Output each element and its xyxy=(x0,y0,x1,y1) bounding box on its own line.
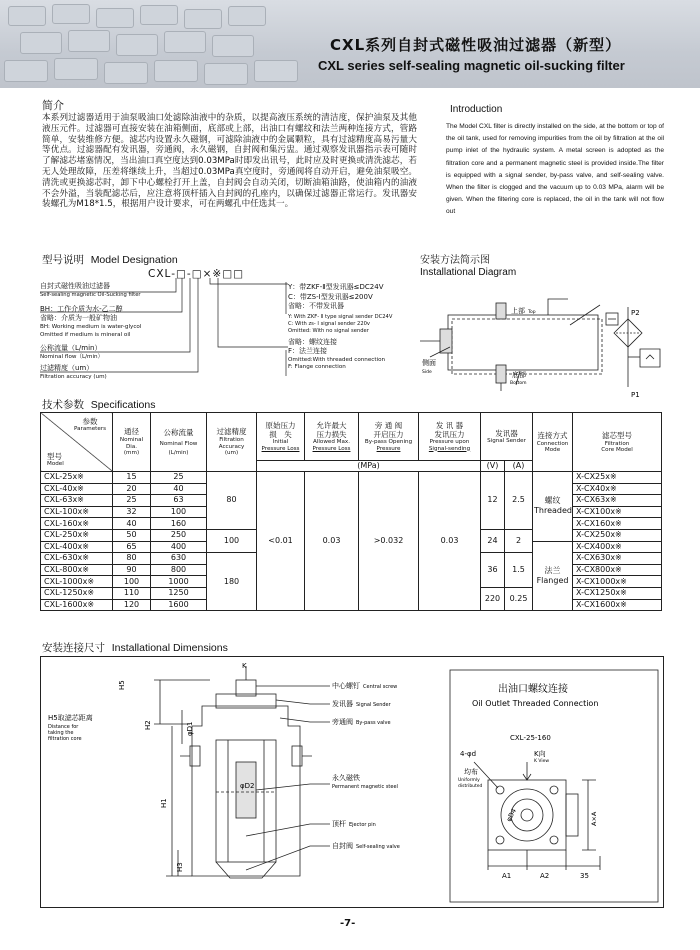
label-magnet-cn: 永久磁铁 xyxy=(332,774,360,782)
model-heading: 型号说明 Model Designation xyxy=(42,254,178,266)
outlet-uniform-cn: 均布 xyxy=(464,768,478,776)
table-cell: 2.5 xyxy=(505,472,533,530)
outlet-a1: A1 xyxy=(502,872,512,880)
label-ejector: 顶杆 Ejector pin xyxy=(332,820,376,828)
table-cell: X-CX160x※ xyxy=(573,518,662,530)
table-cell: X-CX63x※ xyxy=(573,495,662,507)
table-cell: 90 xyxy=(113,564,151,576)
table-cell: 1600 xyxy=(151,599,207,611)
th-dia: 通径 Nominal Dia. (mm) xyxy=(113,413,151,472)
table-cell: 0.03 xyxy=(419,472,481,611)
th-allowed-loss: 允许最大 压力损失 Allowed Max. Pressure Loss xyxy=(305,413,359,461)
table-cell: <0.01 xyxy=(257,472,305,611)
table-cell: 40 xyxy=(113,518,151,530)
outlet-holes: 4-φd xyxy=(460,750,477,758)
legend-flow-cn: 公称流量（L/min） xyxy=(40,344,102,352)
intro-text-en: The Model CXL filter is directly installed on the side, at the bottom or top of the oil tank, used for removing impurities from the oil by filtration at the oil pump inlet of the hydraulic system. A metal screen is adopted as the filtration core and a permanent magnetic steel is provided inside.The filter is equipped with a signal sender, by-pass valve, and self-sealing valve. When the filter is clogged and the vacuum up to 0.03 MPa, alarm will be given. When the filtering core is replaced, the oil in the tank will not flow out xyxy=(446,123,664,216)
dim-h5-note-cn: H5取滤芯距离 xyxy=(48,714,93,722)
legend-omit-cn: 省略：介质为一般矿物油 xyxy=(40,314,117,322)
dim-h3: H3 xyxy=(176,862,184,872)
connection-threaded: 螺纹 Threaded xyxy=(533,472,573,542)
table-cell: X-CX25x※ xyxy=(573,472,662,484)
table-cell: 2 xyxy=(505,529,533,552)
install-heading-en: Installational Diagram xyxy=(420,267,517,278)
table-cell: X-CX100x※ xyxy=(573,506,662,518)
install-p1: P1 xyxy=(631,391,640,399)
table-cell: 80 xyxy=(207,472,257,530)
install-top-en: Top xyxy=(528,310,536,315)
table-cell: 110 xyxy=(113,587,151,599)
dim-d1: φD1 xyxy=(186,721,194,736)
table-cell: 25 xyxy=(113,495,151,507)
table-cell: 24 xyxy=(481,529,505,552)
table-cell: CXL-160x※ xyxy=(41,518,113,530)
table-cell: 180 xyxy=(207,553,257,611)
intro-heading-en: Introduction xyxy=(450,104,503,115)
intro-text-cn: 本系列过滤器适用于油泵吸油口处滤除油液中的杂质，以提高液压系统的清洁度，保护油泵及其他液压元件。过滤器可直接安装在油箱侧面，底部或上部，出油口有螺纹和法兰两种连接方式，管路简单，安装维修方便。滤芯内设置永久磁钢，可滤除油液中的金属颗粒，具有过滤精度高易污量大等优点。过滤器配有发讯器，旁通阀，永久磁钢，自封阀和集污盅。通过观察发讯器指示表可随时了解滤芯堵塞情况，当出油口真空度达到0.03MPa时即发出讯号，此时应及时更换或清洗滤芯，若无人处理故障，压差将继续上升，当超过0.03MPa真空度时，旁通阀将自动开启，避免油泵吸空。清洗或更换滤芯时，卸下中心螺栓打开上盖，自封阀会自动关闭，切断油箱油路，使油箱内的油液不会外溢，当装配滤芯后，应注意将顶杆插入自封阀的孔座内，以确保过滤器正常运行。发讯器安装螺孔为M18*1.5，根据用户设计要求，可在两螺孔中任选其一。 xyxy=(42,113,417,210)
table-cell: CXL-250x※ xyxy=(41,529,113,541)
legend-accuracy-cn: 过滤精度（um） xyxy=(40,364,94,372)
outlet-title-en: Oil Outlet Threaded Connection xyxy=(472,699,599,708)
table-cell: 63 xyxy=(151,495,207,507)
th-mpa: (MPa) xyxy=(257,461,481,472)
legend-filter-cn: 自封式磁性吸油过滤器 xyxy=(40,282,110,290)
table-cell: X-CX400x※ xyxy=(573,541,662,553)
table-cell: X-CX1600x※ xyxy=(573,599,662,611)
table-cell: 160 xyxy=(151,518,207,530)
install-heading-cn: 安装方法简示图 xyxy=(420,255,490,266)
outlet-35: 35 xyxy=(580,872,589,880)
intro-heading-cn: 简介 xyxy=(42,99,64,112)
table-cell: CXL-100x※ xyxy=(41,506,113,518)
th-core: 滤芯型号 Filtration Core Model xyxy=(573,413,662,472)
table-cell: X-CX1000x※ xyxy=(573,576,662,588)
th-initial-loss: 原始压力 损 失 Initial Pressure Loss xyxy=(257,413,305,461)
legend-nosender-cn: 省略：不带发讯器 xyxy=(288,302,344,310)
table-cell: CXL-25x※ xyxy=(41,472,113,484)
table-cell: 100 xyxy=(207,529,257,552)
model-code: CXL-□-□×※□□ xyxy=(148,268,245,280)
table-cell: 32 xyxy=(113,506,151,518)
table-cell: 20 xyxy=(113,483,151,495)
table-cell: 800 xyxy=(151,564,207,576)
install-heading xyxy=(420,255,516,279)
table-cell: X-CX1250x※ xyxy=(573,587,662,599)
th-amp: (A) xyxy=(505,461,533,472)
install-side-cn: 侧面 xyxy=(422,359,436,367)
outlet-uniform-en1: Uniformly xyxy=(458,778,480,783)
label-screw: 中心螺钉 Central screw xyxy=(332,682,398,690)
install-bottom-cn: 底部 xyxy=(512,371,526,379)
table-cell: 15 xyxy=(113,472,151,484)
th-model: 参数 Parameters 型号 Model xyxy=(41,413,113,472)
label-bypass: 旁通阀 By-pass valve xyxy=(332,718,391,726)
dim-h5-note-en2: taking the xyxy=(48,730,74,736)
table-cell: 400 xyxy=(151,541,207,553)
table-cell: CXL-1600x※ xyxy=(41,599,113,611)
table-cell: CXL-40x※ xyxy=(41,483,113,495)
legend-flange-cn: F：法兰连接 xyxy=(288,347,328,355)
table-cell: 36 xyxy=(481,553,505,588)
legend-bh-en: BH: Working medium is water-glycol xyxy=(40,324,142,330)
th-signal-sender: 发讯器 Signal Sender xyxy=(481,413,533,461)
install-p2: P2 xyxy=(631,309,640,317)
table-cell: X-CX630x※ xyxy=(573,553,662,565)
table-cell: CXL-1000x※ xyxy=(41,576,113,588)
table-cell: X-CX250x※ xyxy=(573,529,662,541)
dim-h5-note-en3: filtration core xyxy=(48,736,82,742)
legend-thread-en: Omitted:With threaded connection xyxy=(288,356,386,363)
legend-flow-en: Nominal flow（L/min） xyxy=(40,354,104,360)
legend-bh-cn: BH：工作介质为水-乙二醇 xyxy=(40,305,123,313)
table-cell: 630 xyxy=(151,553,207,565)
table-cell: 1.5 xyxy=(505,553,533,588)
th-flow: 公称流量 Nominal Flow (L/min) xyxy=(151,413,207,472)
table-cell: 12 xyxy=(481,472,505,530)
table-cell: 1000 xyxy=(151,576,207,588)
dim-d2: φD2 xyxy=(240,782,255,790)
table-cell: 80 xyxy=(113,553,151,565)
th-bypass: 旁 通 阀 开启压力 By-pass Opening Pressure xyxy=(359,413,419,461)
table-cell: 1250 xyxy=(151,587,207,599)
table-cell: 0.25 xyxy=(505,587,533,610)
spec-table xyxy=(40,412,662,611)
dimension-drawing xyxy=(40,656,664,908)
legend-flange-en: F: Flange connection xyxy=(288,363,346,370)
outlet-uniform-en2: distributed xyxy=(458,784,483,789)
table-cell: 100 xyxy=(113,576,151,588)
spec-heading: 技术参数 Specifications xyxy=(42,399,156,411)
connection-flanged: 法兰 Flanged xyxy=(533,541,573,611)
legend-nosender-en: Omitted: With no signal sender xyxy=(288,327,369,334)
table-cell: X-CX800x※ xyxy=(573,564,662,576)
th-signal-pressure: 发 讯 器 发讯压力 Pressure upon Signal-sending xyxy=(419,413,481,461)
table-cell: CXL-1250x※ xyxy=(41,587,113,599)
spec-table-body xyxy=(41,472,662,611)
outlet-kview-cn: K向 xyxy=(534,750,546,758)
dim-h5: H5 xyxy=(118,680,126,690)
outlet-title-cn: 出油口螺纹连接 xyxy=(498,684,568,695)
model-designation-lines xyxy=(40,272,420,392)
outlet-model: CXL-25-160 xyxy=(510,734,551,742)
legend-c-cn: C：带ZS-Ⅰ型发讯器≤200V xyxy=(288,292,373,301)
installation-diagram xyxy=(420,285,670,400)
legend-y-cn: Y：带ZKF-Ⅱ型发讯器≤DC24V xyxy=(288,283,384,291)
dims-heading: 安装连接尺寸 Installational Dimensions xyxy=(42,642,228,654)
dim-h2: H2 xyxy=(144,720,152,730)
table-cell: 220 xyxy=(481,587,505,610)
install-bottom-en: Bottom xyxy=(510,381,527,386)
dim-h1: H1 xyxy=(160,798,168,808)
th-volt: (V) xyxy=(481,461,505,472)
legend-omit-en: Omitted if medium is mineral oil xyxy=(40,332,131,338)
table-cell: 50 xyxy=(113,529,151,541)
page-title-en: CXL series self-sealing magnetic oil-sucking filter xyxy=(318,58,625,73)
label-magnet-en: Permanent magnetic steel xyxy=(332,784,398,790)
legend-accuracy-en: Filtration accuracy (um) xyxy=(40,374,107,380)
page-number: -7- xyxy=(340,918,356,929)
table-cell: 120 xyxy=(113,599,151,611)
table-cell: CXL-400x※ xyxy=(41,541,113,553)
dim-h5-note-en1: Distance for xyxy=(48,724,79,730)
label-sender: 发讯器 Signal Sender xyxy=(332,700,391,708)
table-cell: 25 xyxy=(151,472,207,484)
table-cell: 100 xyxy=(151,506,207,518)
legend-filter-en: Self-sealing magnetic Oil-Sucking filter xyxy=(40,292,141,298)
table-row xyxy=(41,472,662,484)
legend-thread-cn: 省略：螺纹连接 xyxy=(288,337,337,346)
table-cell: CXL-630x※ xyxy=(41,553,113,565)
outlet-a2: A2 xyxy=(540,872,550,880)
outlet-d4: φD4 xyxy=(504,807,519,823)
table-cell: >0.032 xyxy=(359,472,419,611)
table-cell: 0.03 xyxy=(305,472,359,611)
label-valve: 自封阀 Self-sealing valve xyxy=(332,842,400,850)
table-cell: CXL-63x※ xyxy=(41,495,113,507)
outlet-kview-en: K View xyxy=(534,759,550,764)
th-connection: 连接方式 Connection Mode xyxy=(533,413,573,472)
legend-y-en: Y: With ZKF- Ⅱ type signal sender DC24V xyxy=(288,313,393,320)
dim-k: K xyxy=(242,662,247,670)
install-top-cn: 上部 xyxy=(511,307,525,315)
table-cell: 40 xyxy=(151,483,207,495)
page-title-cn: CXL系列自封式磁性吸油过滤器（新型） xyxy=(330,36,622,54)
legend-c-en: C: With zs- Ⅰ signal sender 220v xyxy=(288,320,370,327)
th-accuracy: 过滤精度 Filtration Accuracy (um) xyxy=(207,413,257,472)
table-cell: X-CX40x※ xyxy=(573,483,662,495)
install-side-en: Side xyxy=(422,370,432,375)
table-cell: CXL-800x※ xyxy=(41,564,113,576)
table-cell: 65 xyxy=(113,541,151,553)
table-cell: 250 xyxy=(151,529,207,541)
outlet-axa: A×A xyxy=(590,811,598,826)
